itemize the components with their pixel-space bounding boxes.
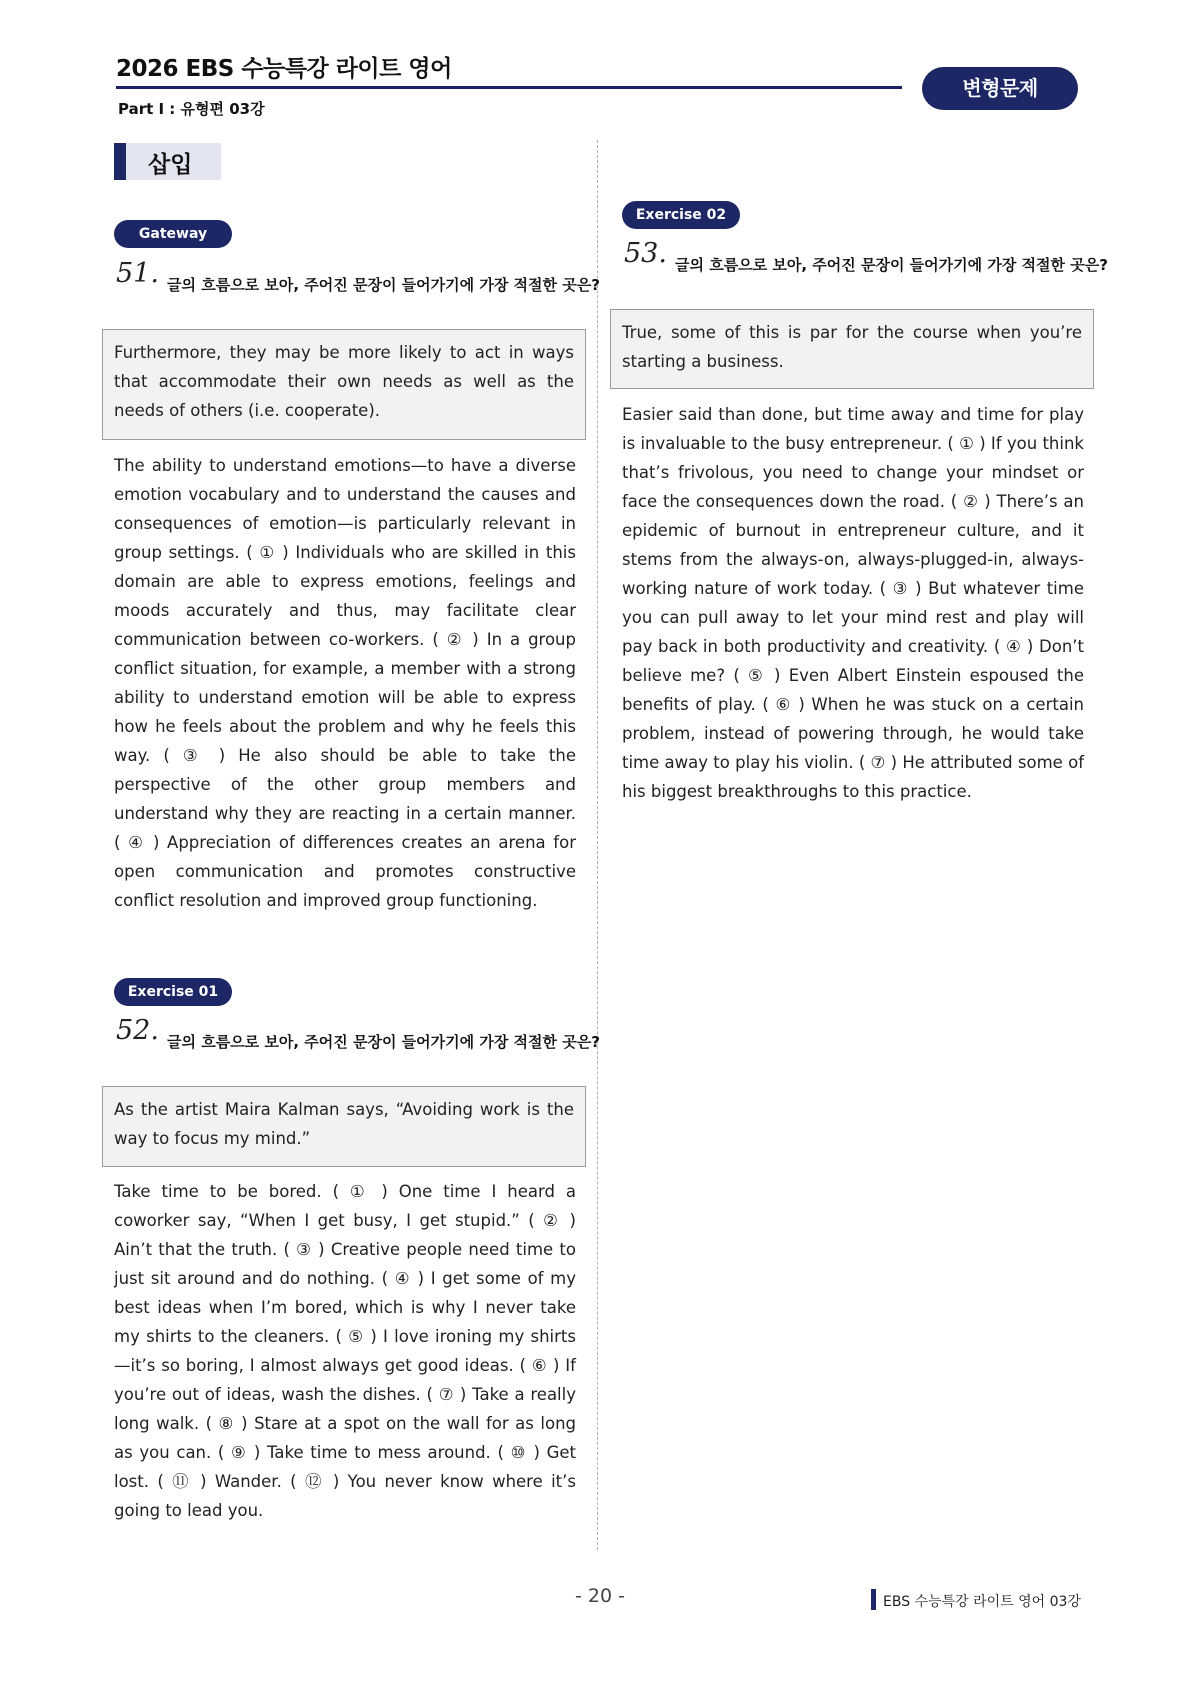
question-number: 52. — [116, 1015, 159, 1046]
footer-accent-bar — [871, 1589, 876, 1610]
question-tag-exercise-02: Exercise 02 — [622, 201, 740, 229]
header-rule — [116, 86, 902, 89]
question-tag-exercise-01: Exercise 01 — [114, 978, 232, 1006]
passage-text: The ability to understand emotions—to have a diverse emotion vocabulary and to understand the causes and consequences of emotion—is particularly relevant in group settings. ( ① ) Individuals who are skilled in this domain are able to express emotions, feelings and moods accurately and thus, may facilitate clear communication between co-workers. ( ② ) In a group conflict situation, for example, a member with a strong ability to understand emotion will be able to express how he feels about the problem and why he feels this way. ( ③ ) He also should be able to take the perspective of the other group members and understand why they are reacting in a certain manner. ( ④ ) Appreciation of differences creates an arena for open communication and promotes constructive conflict resolution and improved group functioning. — [114, 456, 576, 910]
page-number: - 20 - — [575, 1585, 625, 1607]
passage-text: Easier said than done, but time away and time for play is invaluable to the busy entrepreneur. ( ① ) If you think that’s frivolous, you need to change your mindset or face the consequences down the road. ( ② ) There’s an epidemic of burnout in entrepreneur culture, and it stems from the always-on, always-plugged-in, always-working nature of work today. ( ③ ) But whatever time you can pull away to let your mind rest and play will pay back in both productivity and creativity. ( ④ ) Don’t believe me? ( ⑤ ) Even Albert Einstein espoused the benefits of play. ( ⑥ ) When he was stuck on a certain problem, instead of powering through, he would take time away to play his violin. ( ⑦ ) He attributed some of his biggest breakthroughs to this practice. — [622, 405, 1084, 801]
question-instruction: 글의 흐름으로 보아, 주어진 문장이 들어가기에 가장 적절한 곳은? — [167, 1033, 600, 1051]
passage-text: Take time to be bored. ( ① ) One time I heard a coworker say, “When I get busy, I get stupid.” ( ② ) Ain’t that the truth. ( ③ ) Creative people need time to just sit around and do nothing. ( ④ ) I get some of my best ideas when I’m bored, which is why I never take my shirts to the cleaners. ( ⑤ ) I love ironing my shirts—it’s so boring, I almost always get good ideas. ( ⑥ ) If you’re out of ideas, wash the dishes. ( ⑦ ) Take a really long walk. ( ⑧ ) Stare at a spot on the wall for as long as you can. ( ⑨ ) Take time to mess around. ( ⑩ ) Get lost. ( ⑪ ) Wander. ( ⑫ ) You never know where it’s going to lead you. — [114, 1182, 576, 1520]
section-title — [114, 143, 221, 180]
document-title: 2026 EBS 수능특강 라이트 영어 — [116, 56, 452, 82]
column-divider — [597, 140, 598, 1550]
part-label: Part Ⅰ : 유형편 03강 — [118, 100, 265, 118]
question-header-52 — [116, 1015, 600, 1085]
section-title-text: 삽입 — [148, 152, 193, 178]
given-sentence-box: True, some of this is par for the course when you’re starting a business. — [610, 309, 1094, 389]
question-number: 53. — [624, 238, 667, 269]
question-header-53 — [624, 238, 1108, 308]
question-header-51 — [116, 258, 600, 328]
given-sentence-box: Furthermore, they may be more likely to act in ways that accommodate their own needs as well as the needs of others (i.e. cooperate). — [102, 329, 586, 440]
question-number: 51. — [116, 258, 159, 289]
footer-label: EBS 수능특강 라이트 영어 03강 — [883, 1594, 1081, 1610]
question-tag-gateway: Gateway — [114, 220, 232, 248]
given-sentence-box: As the artist Maira Kalman says, “Avoiding work is the way to focus my mind.” — [102, 1086, 586, 1167]
question-instruction: 글의 흐름으로 보아, 주어진 문장이 들어가기에 가장 적절한 곳은? — [675, 256, 1108, 274]
question-instruction: 글의 흐름으로 보아, 주어진 문장이 들어가기에 가장 적절한 곳은? — [167, 276, 600, 294]
type-badge: 변형문제 — [922, 67, 1078, 110]
